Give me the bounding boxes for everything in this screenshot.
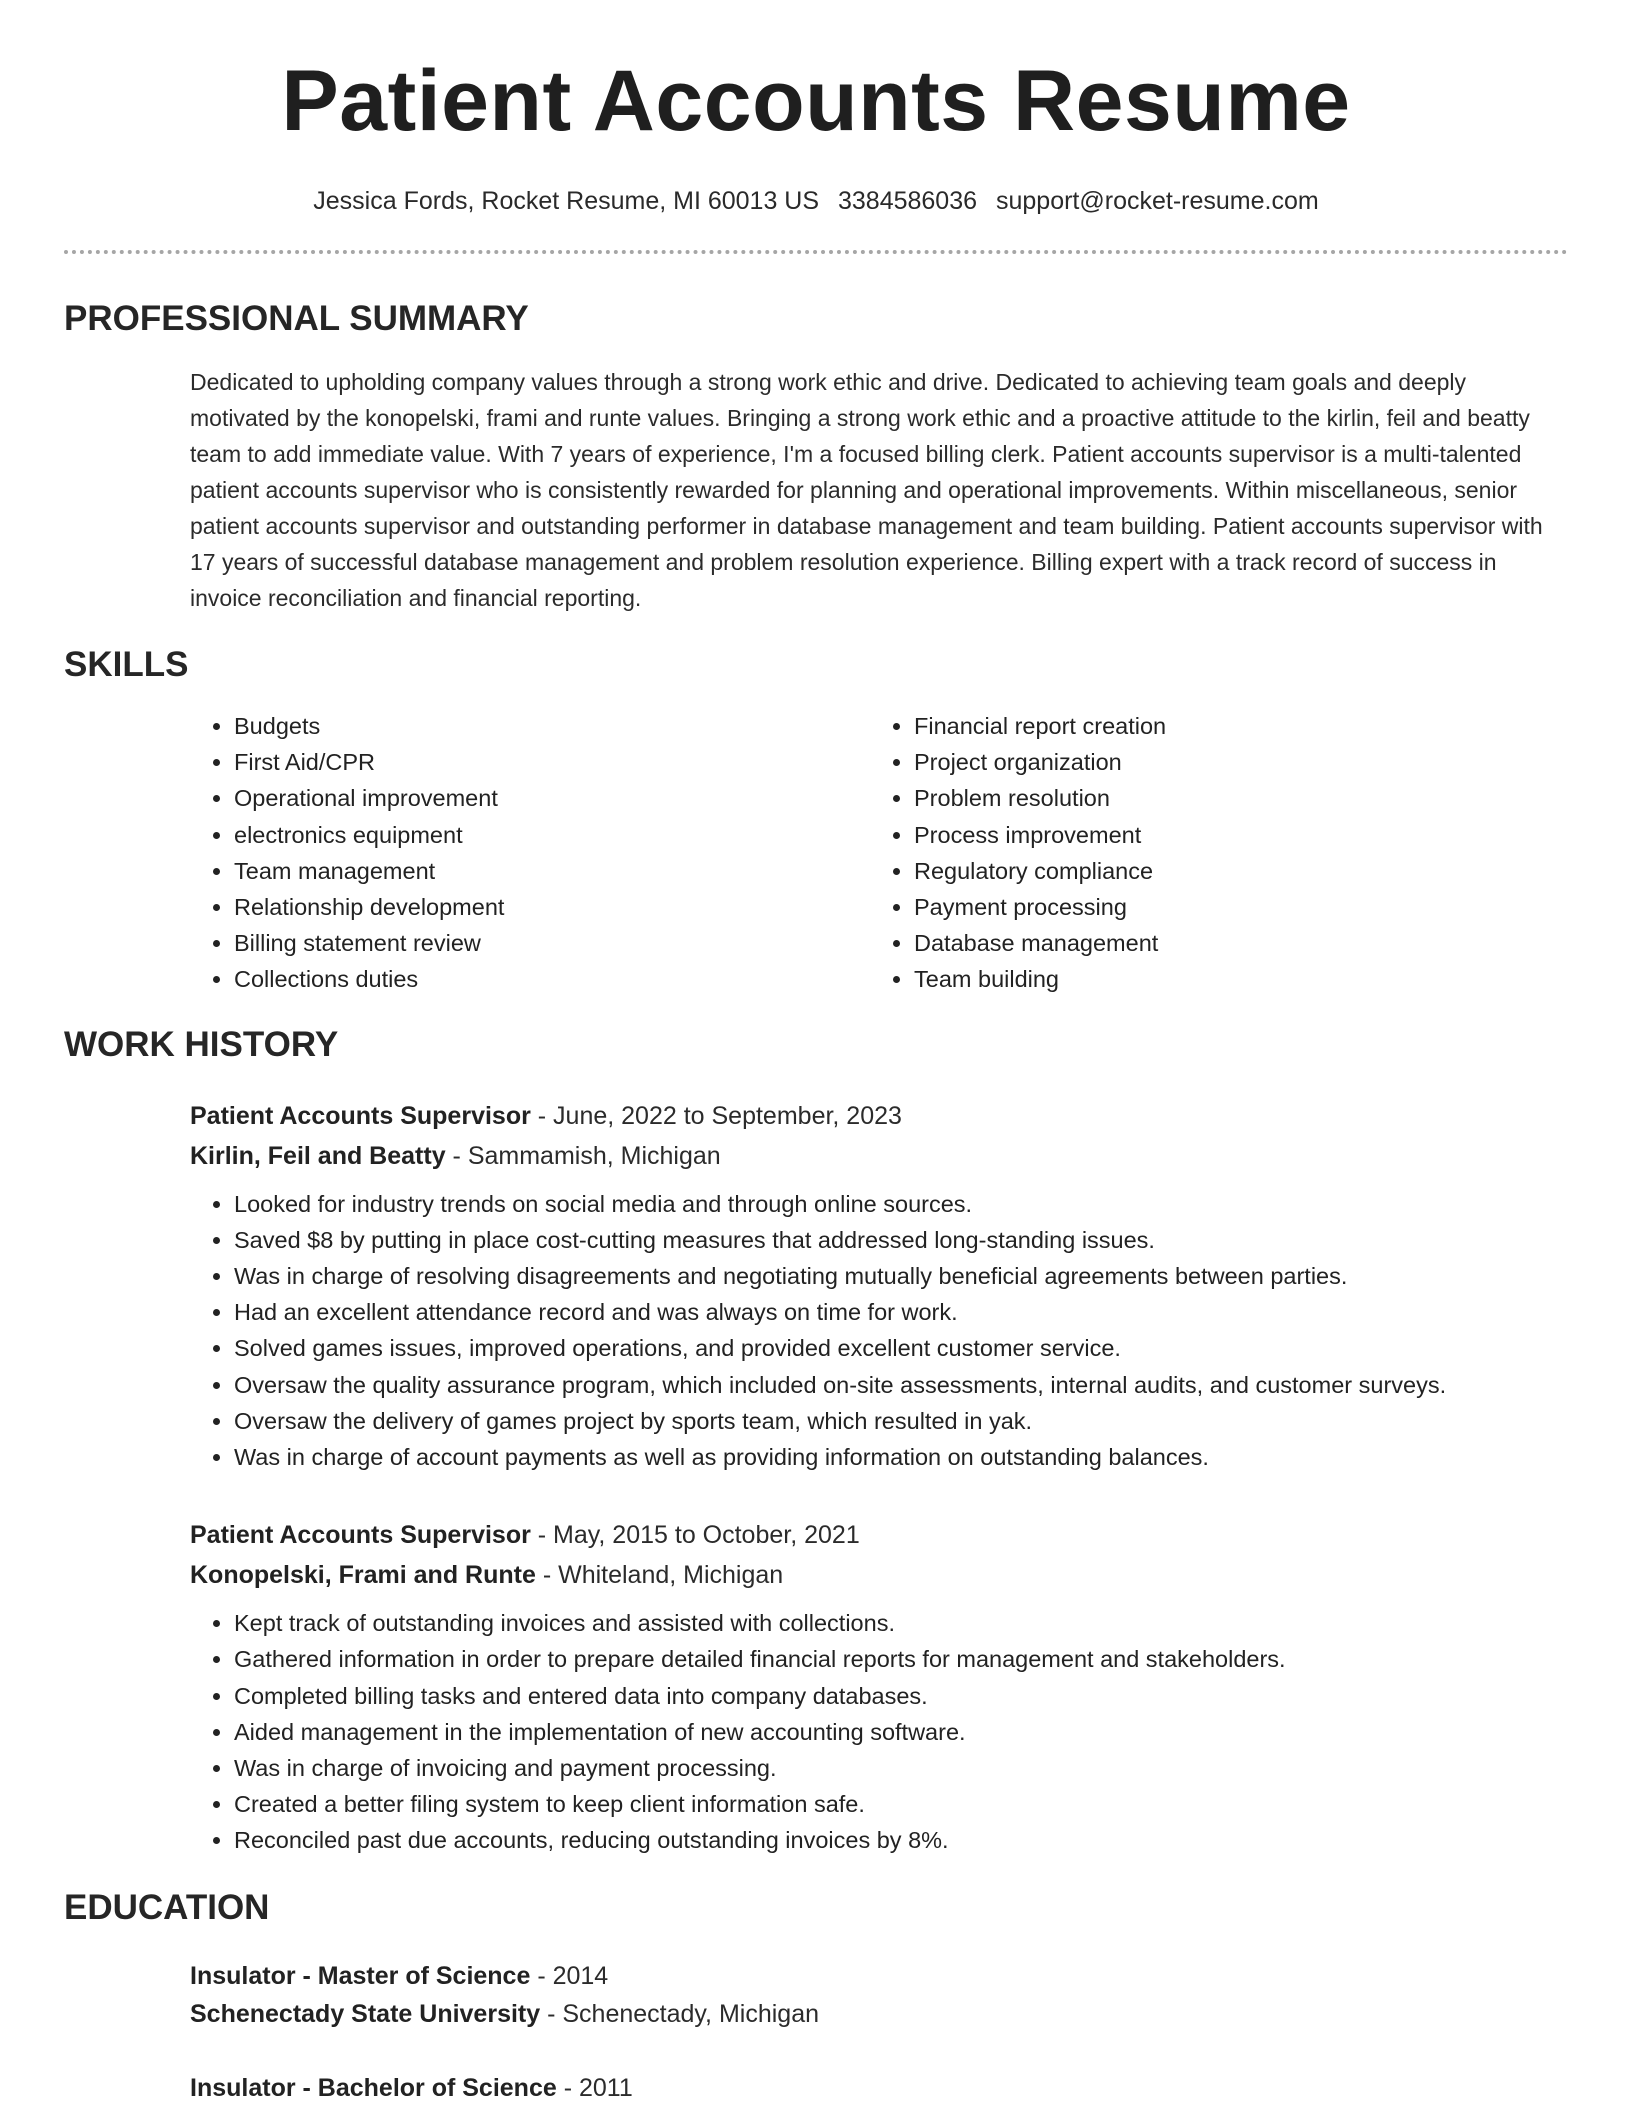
job-location: - Whiteland, Michigan [535, 1561, 784, 1590]
skill-item: • Billing statement review [234, 925, 870, 961]
header-divider [64, 250, 1568, 254]
skill-item: • electronics equipment [234, 817, 870, 853]
job-dates: - June, 2022 to September, 2023 [530, 1101, 902, 1130]
job-bullet: • Had an excellent attendance record and was always on time for work. [234, 1294, 1568, 1330]
skills-left-column [190, 708, 870, 998]
job-title-line [190, 1515, 1568, 1555]
job-company: Konopelski, Frami and Runte [190, 1561, 536, 1590]
resume-page [64, 0, 1568, 2107]
skill-item: • Team management [234, 853, 870, 889]
summary-heading: PROFESSIONAL SUMMARY [64, 299, 529, 338]
contact-phone: 3384586036 [837, 187, 978, 215]
skill-item: • First Aid/CPR [234, 744, 870, 780]
job-entry [190, 1096, 1568, 1476]
work-history-heading: WORK HISTORY [64, 1024, 339, 1064]
job-bullet: • Oversaw the quality assurance program, which included on-site assessments, internal audits, and customer surveys. [234, 1367, 1568, 1403]
job-location: - Sammamish, Michigan [445, 1141, 721, 1170]
skill-item: • Problem resolution [914, 780, 1550, 816]
skill-item: • Operational improvement [234, 780, 870, 816]
job-bullet: • Created a better filing system to keep client information safe. [234, 1786, 1568, 1822]
contact-line [64, 186, 1568, 216]
education-degree: Insulator - Master of Science [190, 1961, 531, 1990]
job-bullet: • Oversaw the delivery of games project by sports team, which resulted in yak. [234, 1403, 1568, 1439]
skill-item: • Payment processing [914, 889, 1550, 925]
job-bullet: • Was in charge of invoicing and payment processing. [234, 1750, 1568, 1786]
skill-item: • Budgets [234, 708, 870, 744]
job-title-line [190, 1096, 1568, 1136]
job-title: Patient Accounts Supervisor [190, 1101, 531, 1130]
job-company-line [190, 1555, 1568, 1595]
education-location: - Schenectady, Michigan [540, 1999, 820, 2028]
job-bullet: • Completed billing tasks and entered data into company databases. [234, 1678, 1568, 1714]
education-school: Schenectady State University [190, 1999, 541, 2028]
skill-item: • Collections duties [234, 961, 870, 997]
education-year: - 2014 [530, 1961, 609, 1990]
education-degree-line [190, 1957, 1568, 1995]
job-company-line [190, 1136, 1568, 1176]
skills-heading: SKILLS [64, 645, 189, 684]
skill-item: • Project organization [914, 744, 1550, 780]
education-degree: Insulator - Bachelor of Science [190, 2073, 557, 2102]
job-bullet: • Saved $8 by putting in place cost-cutting measures that addressed long-standing issues. [234, 1222, 1568, 1258]
skill-item: • Relationship development [234, 889, 870, 925]
summary-text: Dedicated to upholding company values through a strong work ethic and drive. Dedicated to achieving team goals and deeply motivated by the konopelski, frami and runte values. Bringing a strong work ethic and a proactive attitude to the kirlin, feil and beatty team to add immediate value. With 7 years of experience, I'm a focused billing clerk. Patient accounts supervisor is a multi-talented patient accounts supervisor who is consistently rewarded for planning and operational improvements. Within miscellaneous, senior patient accounts supervisor and outstanding performer in database management and team building. Patient accounts supervisor with 17 years of successful database management and problem resolution experience. Billing expert with a track record of success in invoice reconciliation and financial reporting. [190, 369, 1543, 611]
education-heading: EDUCATION [64, 1887, 270, 1927]
job-bullet: • Was in charge of account payments as well as providing information on outstanding balances. [234, 1439, 1568, 1475]
job-title: Patient Accounts Supervisor [190, 1521, 531, 1550]
skill-item: • Regulatory compliance [914, 853, 1550, 889]
resume-title: Patient Accounts Resume [281, 53, 1351, 149]
education-year: - 2011 [556, 2073, 633, 2102]
job-dates: - May, 2015 to October, 2021 [530, 1521, 860, 1550]
job-company: Kirlin, Feil and Beatty [190, 1141, 446, 1170]
contact-email: support@rocket-resume.com [995, 187, 1319, 215]
job-bullet: • Solved games issues, improved operations, and provided excellent customer service. [234, 1330, 1568, 1366]
job-bullet: • Gathered information in order to prepare detailed financial reports for management and stakeholders. [234, 1641, 1568, 1677]
skill-item: • Process improvement [914, 817, 1550, 853]
education-degree-line [190, 2069, 1568, 2107]
skills-right-column [870, 708, 1550, 998]
job-entry [190, 1515, 1568, 1858]
education-school-line [190, 1995, 1568, 2033]
job-bullets [190, 1605, 1568, 1858]
job-bullet: • Looked for industry trends on social media and through online sources. [234, 1186, 1568, 1222]
job-bullet: • Reconciled past due accounts, reducing outstanding invoices by 8%. [234, 1822, 1568, 1858]
job-bullet: • Aided management in the implementation of new accounting software. [234, 1714, 1568, 1750]
job-bullet: • Kept track of outstanding invoices and assisted with collections. [234, 1605, 1568, 1641]
skill-item: • Financial report creation [914, 708, 1550, 744]
job-bullet: • Was in charge of resolving disagreements and negotiating mutually beneficial agreements between parties. [234, 1258, 1568, 1294]
skill-item: • Database management [914, 925, 1550, 961]
skill-item: • Team building [914, 961, 1550, 997]
contact-address: Jessica Fords, Rocket Resume, MI 60013 US [313, 187, 820, 215]
job-bullets [190, 1186, 1568, 1476]
education-entry [190, 2069, 1568, 2107]
education-entry [190, 1957, 1568, 2033]
skills-list [190, 708, 1568, 998]
